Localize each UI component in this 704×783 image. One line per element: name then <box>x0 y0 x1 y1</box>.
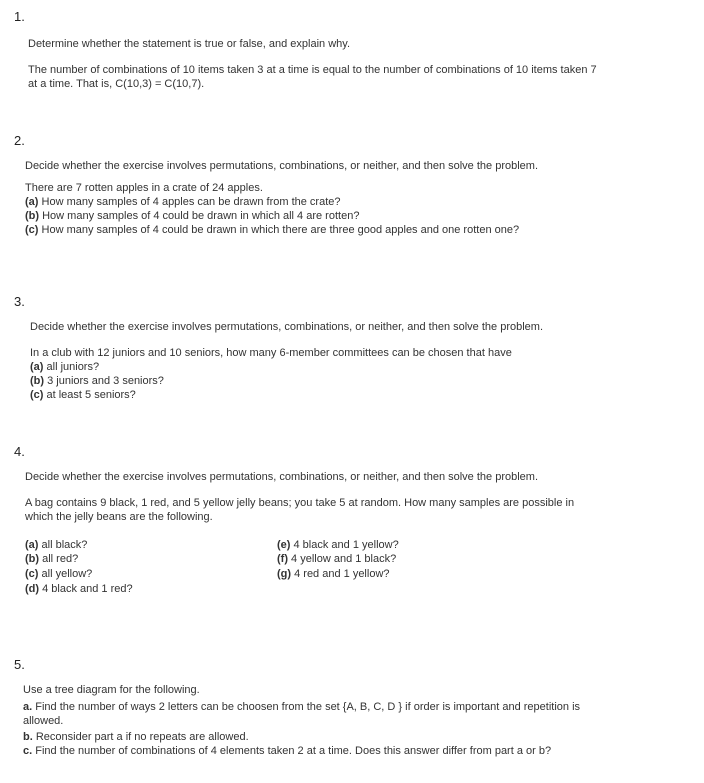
part-label: (c) <box>30 389 44 401</box>
question-2-part-b <box>25 209 359 223</box>
question-3-intro: In a club with 12 juniors and 10 seniors, how many 6-member committees can be chosen that have <box>30 347 512 359</box>
question-5-part-b <box>23 730 249 744</box>
question-2-part-c <box>25 223 519 237</box>
part-text: How many samples of 4 could be drawn in which there are three good apples and one rotten one? <box>38 224 520 236</box>
part-text: Find the number of ways 2 letters can be choosen from the set {A, B, C, D } if order is important and repetition is <box>32 701 581 713</box>
question-2-intro: There are 7 rotten apples in a crate of 24 apples. <box>25 182 263 194</box>
question-4-part-d <box>25 582 133 596</box>
part-text: Reconsider part a if no repeats are allowed. <box>32 731 249 743</box>
part-label: (b) <box>30 375 45 387</box>
question-3-number: 3. <box>14 294 25 309</box>
part-text: all red? <box>39 553 79 565</box>
part-label: b. <box>23 731 33 743</box>
part-text: all yellow? <box>38 568 93 580</box>
part-text: 4 black and 1 yellow? <box>290 539 399 551</box>
question-1-text-line-2: at a time. That is, C(10,3) = C(10,7). <box>28 78 205 90</box>
question-2-instruction: Decide whether the exercise involves permutations, combinations, or neither, and then solve the problem. <box>25 160 539 172</box>
question-3-instruction: Decide whether the exercise involves permutations, combinations, or neither, and then solve the problem. <box>30 321 544 333</box>
question-4-part-a <box>25 538 87 552</box>
part-text: allowed. <box>23 715 64 727</box>
question-5-number: 5. <box>14 657 25 672</box>
part-label: (b) <box>25 210 40 222</box>
question-4-number: 4. <box>14 444 25 459</box>
part-text: all juniors? <box>43 361 100 373</box>
part-label: (g) <box>277 568 292 580</box>
part-text: How many samples of 4 could be drawn in which all 4 are rotten? <box>39 210 360 222</box>
question-4-intro-line-2: which the jelly beans are the following. <box>25 511 213 523</box>
question-4-part-f <box>277 552 396 566</box>
part-label: (c) <box>25 224 39 236</box>
question-5-part-a-continued <box>23 714 63 728</box>
question-1-instruction: Determine whether the statement is true or false, and explain why. <box>28 38 351 50</box>
question-3-part-a <box>30 360 99 374</box>
part-text: 3 juniors and 3 seniors? <box>44 375 164 387</box>
question-2-number: 2. <box>14 133 25 148</box>
part-label: (c) <box>25 568 39 580</box>
question-1-text-line-1: The number of combinations of 10 items taken 3 at a time is equal to the number of combinations of 10 items taken 7 <box>28 64 597 76</box>
question-4-part-e <box>277 538 399 552</box>
part-label: (a) <box>30 361 44 373</box>
part-label: c. <box>23 745 33 757</box>
part-label: (a) <box>25 539 39 551</box>
question-5-part-c <box>23 744 551 758</box>
question-2-part-a <box>25 195 341 209</box>
part-text: at least 5 seniors? <box>43 389 136 401</box>
part-text: 4 black and 1 red? <box>39 583 133 595</box>
question-3-part-b <box>30 374 164 388</box>
part-label: (f) <box>277 553 288 565</box>
part-text: 4 red and 1 yellow? <box>291 568 390 580</box>
part-text: 4 yellow and 1 black? <box>288 553 397 565</box>
question-5-part-a <box>23 700 580 714</box>
part-text: Find the number of combinations of 4 elements taken 2 at a time. Does this answer differ from part a or b? <box>32 745 552 757</box>
question-4-part-c <box>25 567 92 581</box>
part-label: (b) <box>25 553 40 565</box>
question-4-instruction: Decide whether the exercise involves permutations, combinations, or neither, and then solve the problem. <box>25 471 539 483</box>
question-4-intro-line-1: A bag contains 9 black, 1 red, and 5 yellow jelly beans; you take 5 at random. How many samples are possible in <box>25 497 575 509</box>
question-1-number: 1. <box>14 9 25 24</box>
part-label: (e) <box>277 539 291 551</box>
question-4-part-g <box>277 567 390 581</box>
part-text: all black? <box>38 539 88 551</box>
question-4-part-b <box>25 552 78 566</box>
part-text: How many samples of 4 apples can be drawn from the crate? <box>38 196 341 208</box>
question-3-part-c <box>30 388 136 402</box>
part-label: (d) <box>25 583 40 595</box>
part-label: (a) <box>25 196 39 208</box>
part-label: a. <box>23 701 33 713</box>
question-5-instruction: Use a tree diagram for the following. <box>23 684 200 696</box>
